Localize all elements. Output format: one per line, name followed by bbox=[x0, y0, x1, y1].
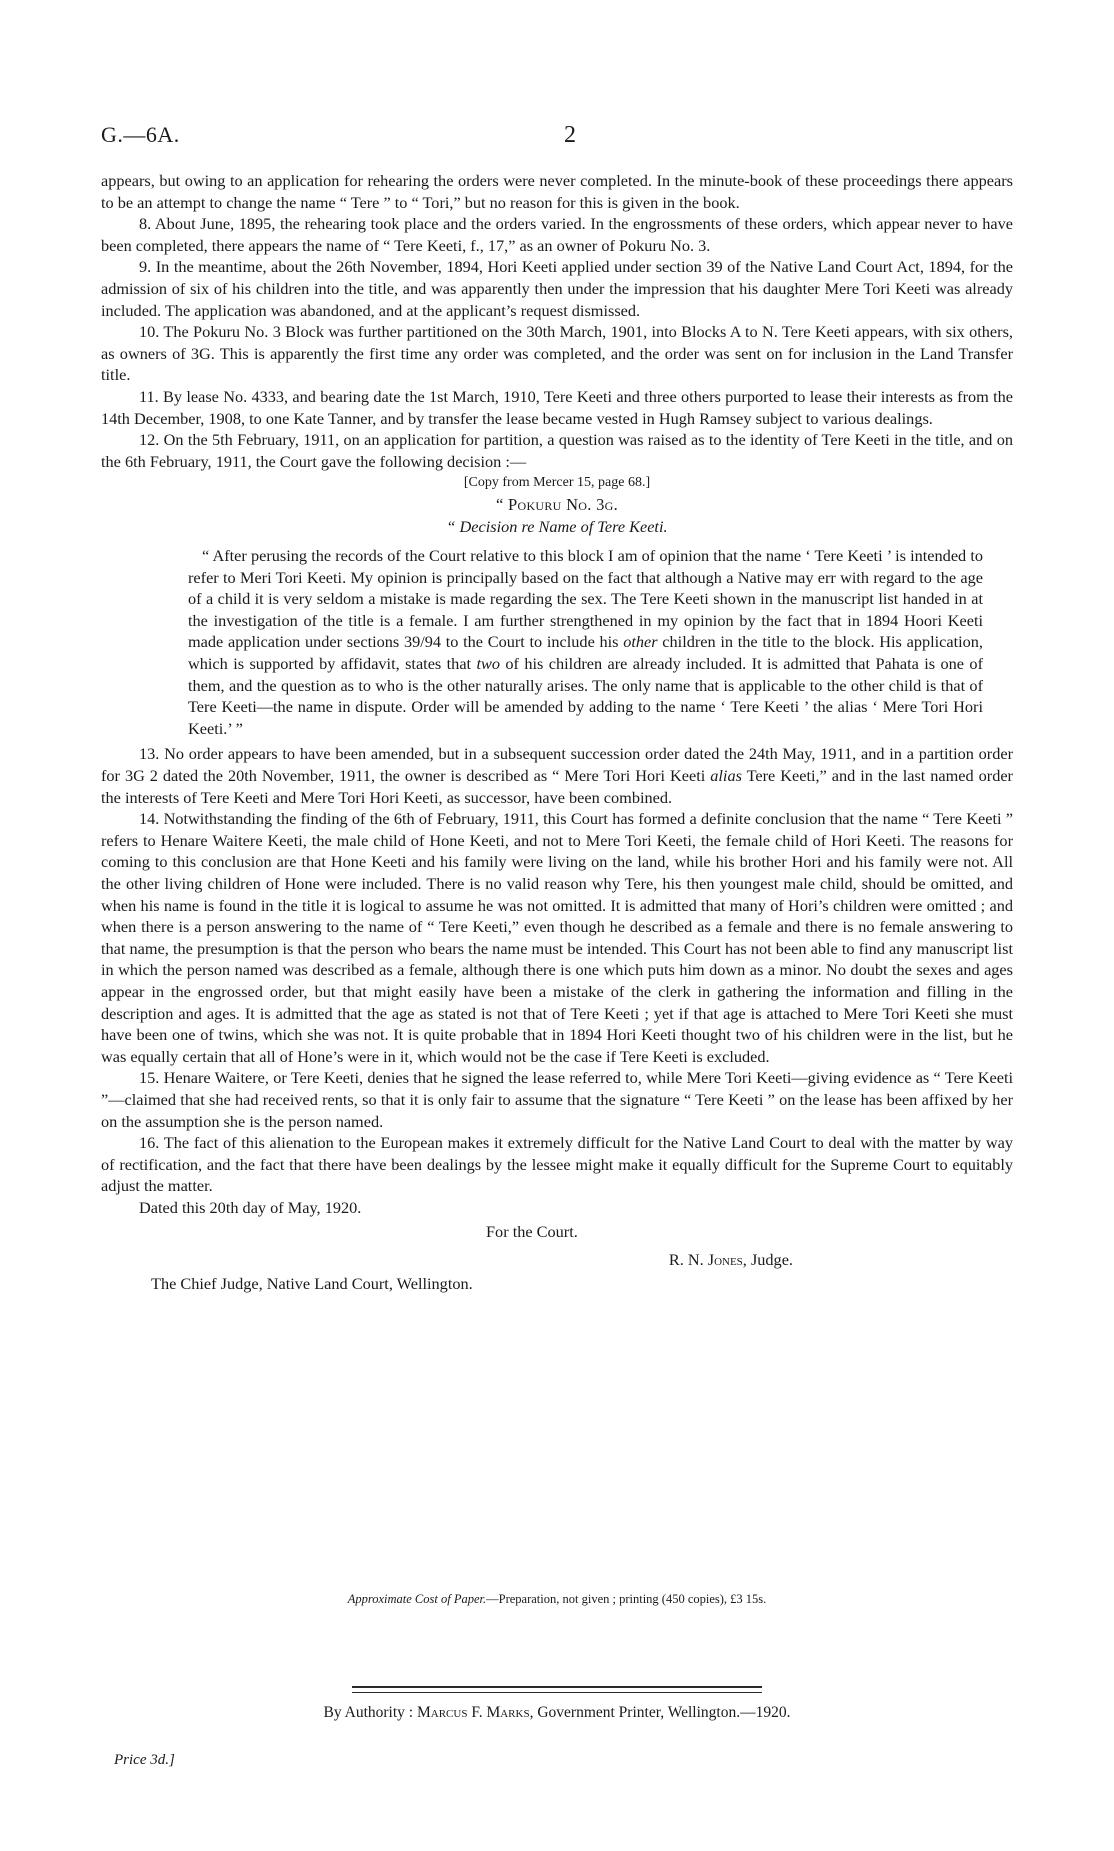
page-number: 2 bbox=[564, 122, 576, 148]
footer-rule-thin bbox=[352, 1692, 762, 1693]
paragraph-15: 15. Henare Waitere, or Tere Keeti, denies that he signed the lease referred to, while Mere Tori Keeti—giving evidence as “ Tere Keeti ”—claimed that she had received rents, so that it is only fair to assume that the signature “ Tere Keeti ” on the lease has been affixed by her on the assumption she is the person named. bbox=[101, 1068, 1013, 1131]
signoff-block bbox=[101, 1221, 1013, 1299]
paragraph-continued: appears, but owing to an application for rehearing the orders were never completed. In the minute-book of these proceedings there appears to be an attempt to change the name “ Tere ” to “ Tori,” but no reason for this is given in the book. bbox=[101, 171, 1013, 212]
dated-line: Dated this 20th day of May, 1920. bbox=[139, 1197, 362, 1217]
paragraph-10: 10. The Pokuru No. 3 Block was further partitioned on the 30th March, 1901, into Blocks A to N. Tere Keeti appears, with six others, as owners of 3G. This is apparently the first time any order was completed, and the order was sent on for inclusion in the Land Transfer title. bbox=[101, 322, 1013, 385]
footer-rule-thick bbox=[352, 1686, 762, 1688]
judge-signature bbox=[669, 1249, 793, 1271]
price-note: Price 3d.] bbox=[114, 1752, 175, 1768]
cost-label: Approximate Cost of Paper. bbox=[347, 1592, 487, 1606]
decision-quote-text: “ After perusing the records of the Court relative to this block I am of opinion that the name ‘ Tere Keeti ’ is intended to refer to Meri Tori Keeti. My opinion is principally based on the fact that although a Native may err with regard to the age of a child it is very seldom a mistake is made regarding the sex. The Tere Keeti shown in the manuscript list handed in at the investigation of the title is a female. I am further strengthened in my opinion by the fact that in 1894 Hoori Keeti made application under sections 39/94 to the Court to include his other children in the title to the block. His application, which is supported by affidavit, states that two of his children are already included. It is admitted that Pahata is one of them, and the question as to who is the other naturally arises. The only name that is applicable to the other child is that of Tere Keeti—the name in dispute. Order will be amended by adding to the name ‘ Tere Keeti ’ the alias ‘ Mere Tori Hori Keeti.’ ” bbox=[188, 546, 984, 738]
addressee: The Chief Judge, Native Land Court, Wellington. bbox=[151, 1273, 473, 1293]
paragraph-13: 13. No order appears to have been amended, but in a subsequent succession order dated the 24th May, 1911, and in a partition order for 3G 2 dated the 20th November, 1911, the owner is described as “ Mere Tori Hori Keeti alias Tere Keeti,” and in the last named order the interests of Tere Keeti and Mere Tori Hori Keeti, as successor, have been combined. bbox=[101, 744, 1013, 807]
emphasis-two: two bbox=[476, 654, 501, 674]
emphasis-other: other bbox=[623, 632, 658, 652]
judge-name: R. N. Jones bbox=[668, 1249, 743, 1269]
page-header bbox=[101, 122, 1013, 156]
printer-name: Marcus F. Marks bbox=[416, 1704, 530, 1721]
decision-heading: “ Decision re Name of Tere Keeti. bbox=[446, 516, 668, 536]
cost-of-paper-note bbox=[0, 1592, 1114, 1607]
block-title: “ Pokuru No. 3g. bbox=[495, 494, 619, 514]
paragraph-8: 8. About June, 1895, the rehearing took place and the orders varied. In the engrossments of these orders, which appear never to have been completed, there appears the name of “ Tere Keeti, f., 17,” as an owner of Pokuru No. 3. bbox=[101, 214, 1013, 255]
decision-quote bbox=[188, 545, 983, 739]
paragraph-16: 16. The fact of this alienation to the European makes it extremely difficult for the Native Land Court to deal with the matter by way of rectification, and the fact that there have been dealings by the lessee might make it equally difficult for the Supreme Court to equitably adjust the matter. bbox=[101, 1133, 1013, 1196]
authority-line: By Authority : Marcus F. Marks, Government Printer, Wellington.—1920. bbox=[323, 1704, 791, 1721]
for-the-court: For the Court. bbox=[486, 1221, 578, 1241]
document-body bbox=[101, 170, 1013, 1299]
cost-text: —Preparation, not given ; printing (450 copies), £3 15s. bbox=[486, 1592, 767, 1606]
copy-note: [Copy from Mercer 15, page 68.] bbox=[463, 475, 651, 491]
emphasis-alias: alias bbox=[710, 766, 742, 786]
paragraph-14: 14. Notwithstanding the finding of the 6th of February, 1911, this Court has formed a definite conclusion that the name “ Tere Keeti ” refers to Henare Waitere Keeti, the male child of Hone Keeti, and not to Mere Tori Keeti, the female child of Hori Keeti. The reasons for coming to this conclusion are that Hone Keeti and his family were living on the land, while his brother Hori and his family were not. All the other living children of Hone were included. There is no valid reason why Tere, his then youngest male child, should be omitted, and when his name is found in the title it is logical to assume he was not omitted. It is admitted that many of Hori’s children were omitted ; and when there is a person answering to the name of “ Tere Keeti,” even though he described as a female and there is no female answering to that name, the presumption is that the person who bears the name must be intended. This Court has not been able to find any manuscript list in which the person named was described as a female, although there is one which puts him down as a minor. No doubt the sexes and ages appear in the engrossed order, but that might easily have been a mistake of the clerk in gathering the information and filling in the description and ages. It is admitted that the age as stated is not that of Tere Keeti ; yet if that age is attached to Mere Tori Keeti she must have been one of twins, which she was not. It is quite probable that in 1894 Hori Keeti thought two of his children were in the list, but he was equally certain that all of Hone’s were in it, which would not be the case if Tere Keeti is excluded. bbox=[101, 809, 1013, 1066]
paragraph-9: 9. In the meantime, about the 26th November, 1894, Hori Keeti applied under section 39 of the Native Land Court Act, 1894, for the admission of six of his children into the title, and was apparently then under the impression that his daughter Mere Tori Keeti was already included. The application was abandoned, and at the applicant’s request dismissed. bbox=[101, 257, 1013, 320]
paragraph-11: 11. By lease No. 4333, and bearing date the 1st March, 1910, Tere Keeti and three others purported to lease their interests as from the 14th December, 1908, to one Kate Tanner, and by transfer the lease became vested in Hugh Ramsey subject to various dealings. bbox=[101, 386, 1013, 428]
judge-title: , Judge. bbox=[742, 1249, 793, 1269]
paragraph-12: 12. On the 5th February, 1911, on an application for partition, a question was raised as to the identity of Tere Keeti in the title, and on the 6th February, 1911, the Court gave the following decision :— bbox=[101, 430, 1013, 471]
document-reference: G.—6A. bbox=[101, 122, 180, 147]
